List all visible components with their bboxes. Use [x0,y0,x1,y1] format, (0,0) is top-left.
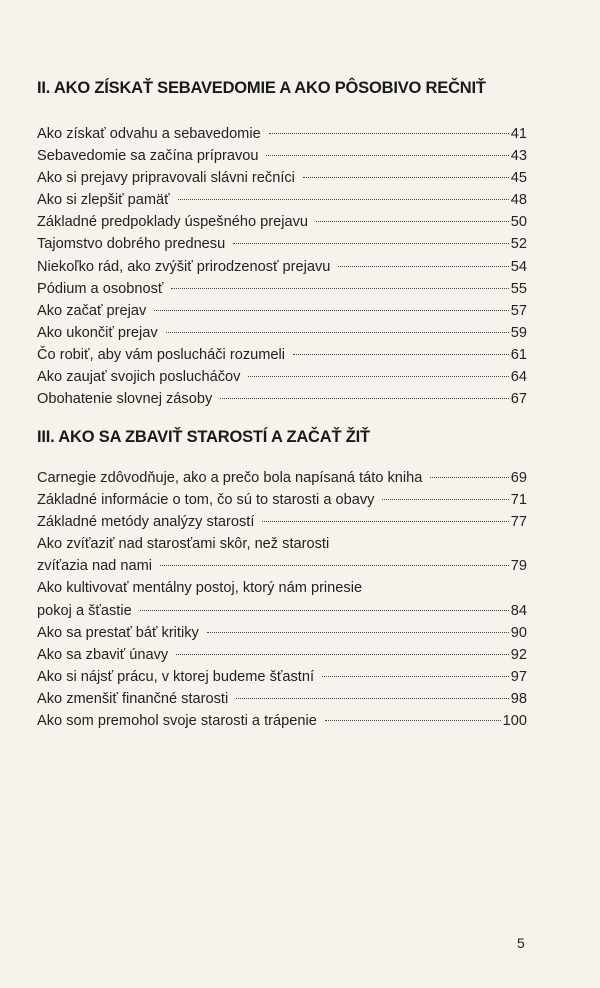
toc-entry [37,145,527,167]
toc-entry-title: zvíťazia nad nami [37,558,152,575]
toc-entry-page: 45 [510,170,527,187]
toc-entry-page: 41 [510,126,527,142]
dot-leader [171,288,508,289]
toc-entry [37,467,527,489]
dot-leader [248,376,508,377]
dot-leader [338,266,508,267]
dot-leader [269,133,509,134]
dot-leader [382,499,508,500]
toc-entry-page: 90 [510,624,527,641]
toc-entry-title: Ako ukončiť prejav [37,324,158,341]
dot-leader [262,521,508,522]
toc-entry [37,577,527,599]
dot-leader [178,199,509,200]
toc-list-section-3 [37,467,527,732]
toc-entry-page: 48 [510,192,527,209]
dot-leader [316,221,509,222]
page-number: 5 [517,935,525,951]
toc-entry-title: Ako si prejavy pripravovali slávni rečníci [37,170,295,187]
toc-entry-page: 69 [510,470,527,486]
dot-leader [236,698,509,699]
toc-entry [37,366,527,388]
toc-entry [37,600,527,622]
toc-entry-title: Sebavedomie sa začína prípravou [37,148,259,165]
dot-leader [430,477,508,478]
dot-leader [166,332,509,333]
toc-entry-page: 67 [510,391,527,408]
toc-entry-page: 54 [510,258,527,275]
dot-leader [303,177,509,178]
dot-leader [176,654,509,655]
toc-entry-title: Ako získať odvahu a sebavedomie [37,126,261,142]
toc-entry-title: Ako začať prejav [37,302,147,319]
toc-entry-page: 71 [510,492,527,509]
section-heading-3: III. AKO SA ZBAVIŤ STAROSTÍ A ZAČAŤ ŽIŤ [37,428,370,446]
toc-entry [37,388,527,410]
toc-entry [37,622,527,644]
dot-leader [154,310,508,311]
toc-entry [37,278,527,300]
dot-leader [140,610,509,611]
dot-leader [293,354,509,355]
toc-entry-title: Základné predpoklady úspešného prejavu [37,214,308,231]
dot-leader [325,720,501,721]
toc-entry-title: Základné metódy analýzy starostí [37,514,255,531]
toc-entry-page: 52 [510,236,527,253]
toc-entry [37,300,527,322]
dot-leader [160,565,509,566]
toc-entry [37,666,527,688]
toc-entry-page: 61 [510,346,527,363]
toc-entry [37,511,527,533]
dot-leader [220,398,509,399]
toc-entry-title: pokoj a šťastie [37,602,132,619]
toc-entry-title: Ako sa zbaviť únavy [37,646,169,663]
toc-entry-page: 77 [510,514,527,531]
toc-entry [37,688,527,710]
toc-entry-title: Pódium a osobnosť [37,280,164,297]
toc-entry-page: 59 [510,324,527,341]
toc-entry [37,233,527,255]
toc-entry-page: 64 [510,369,527,386]
toc-entry-title: Základné informácie o tom, čo sú to starosti a obavy [37,492,375,509]
toc-entry-title: Ako si nájsť prácu, v ktorej budeme šťastní [37,668,315,685]
dot-leader [233,243,509,244]
toc-entry-title: Tajomstvo dobrého prednesu [37,236,226,253]
section-heading-2: II. AKO ZÍSKAŤ SEBAVEDOMIE A AKO PÔSOBIVO REČNIŤ [37,79,486,97]
toc-entry-title: Ako kultivovať mentálny postoj, ktorý nám prinesie [37,580,363,597]
toc-entry [37,123,527,145]
toc-entry [37,211,527,233]
dot-leader [266,155,508,156]
toc-entry-title: Čo robiť, aby vám poslucháči rozumeli [37,346,285,363]
toc-entry-title: Ako si zlepšiť pamäť [37,192,170,209]
toc-entry-page: 43 [510,148,527,165]
toc-entry-title: Obohatenie slovnej zásoby [37,391,213,408]
toc-entry-page: 84 [510,602,527,619]
toc-entry-title: Ako zmenšiť finančné starosti [37,690,229,707]
toc-list-section-2 [37,123,527,410]
toc-entry [37,555,527,577]
toc-entry-title: Ako sa prestať báť kritiky [37,624,199,641]
toc-entry-page: 100 [502,713,527,730]
toc-entry [37,344,527,366]
toc-entry-title: Carnegie zdôvodňuje, ako a prečo bola napísaná táto kniha [37,470,423,486]
toc-entry-page: 55 [510,280,527,297]
toc-entry-page: 92 [510,646,527,663]
toc-entry-title: Ako zaujať svojich poslucháčov [37,369,241,386]
toc-entry-title: Ako zvíťaziť nad starosťami skôr, než starosti [37,536,330,553]
toc-entry-page: 97 [510,668,527,685]
toc-entry-page: 98 [510,690,527,707]
toc-entry-page: 57 [510,302,527,319]
toc-entry [37,710,527,732]
toc-entry [37,256,527,278]
toc-entry [37,644,527,666]
toc-entry-page: 79 [510,558,527,575]
toc-entry-title: Ako som premohol svoje starosti a trápenie [37,713,317,730]
dot-leader [322,676,509,677]
toc-entry [37,489,527,511]
toc-entry [37,189,527,211]
toc-entry [37,533,527,555]
toc-entry-title: Niekoľko rád, ako zvýšiť prirodzenosť prejavu [37,258,331,275]
toc-entry [37,167,527,189]
toc-entry-page: 50 [510,214,527,231]
toc-entry [37,322,527,344]
dot-leader [207,632,509,633]
